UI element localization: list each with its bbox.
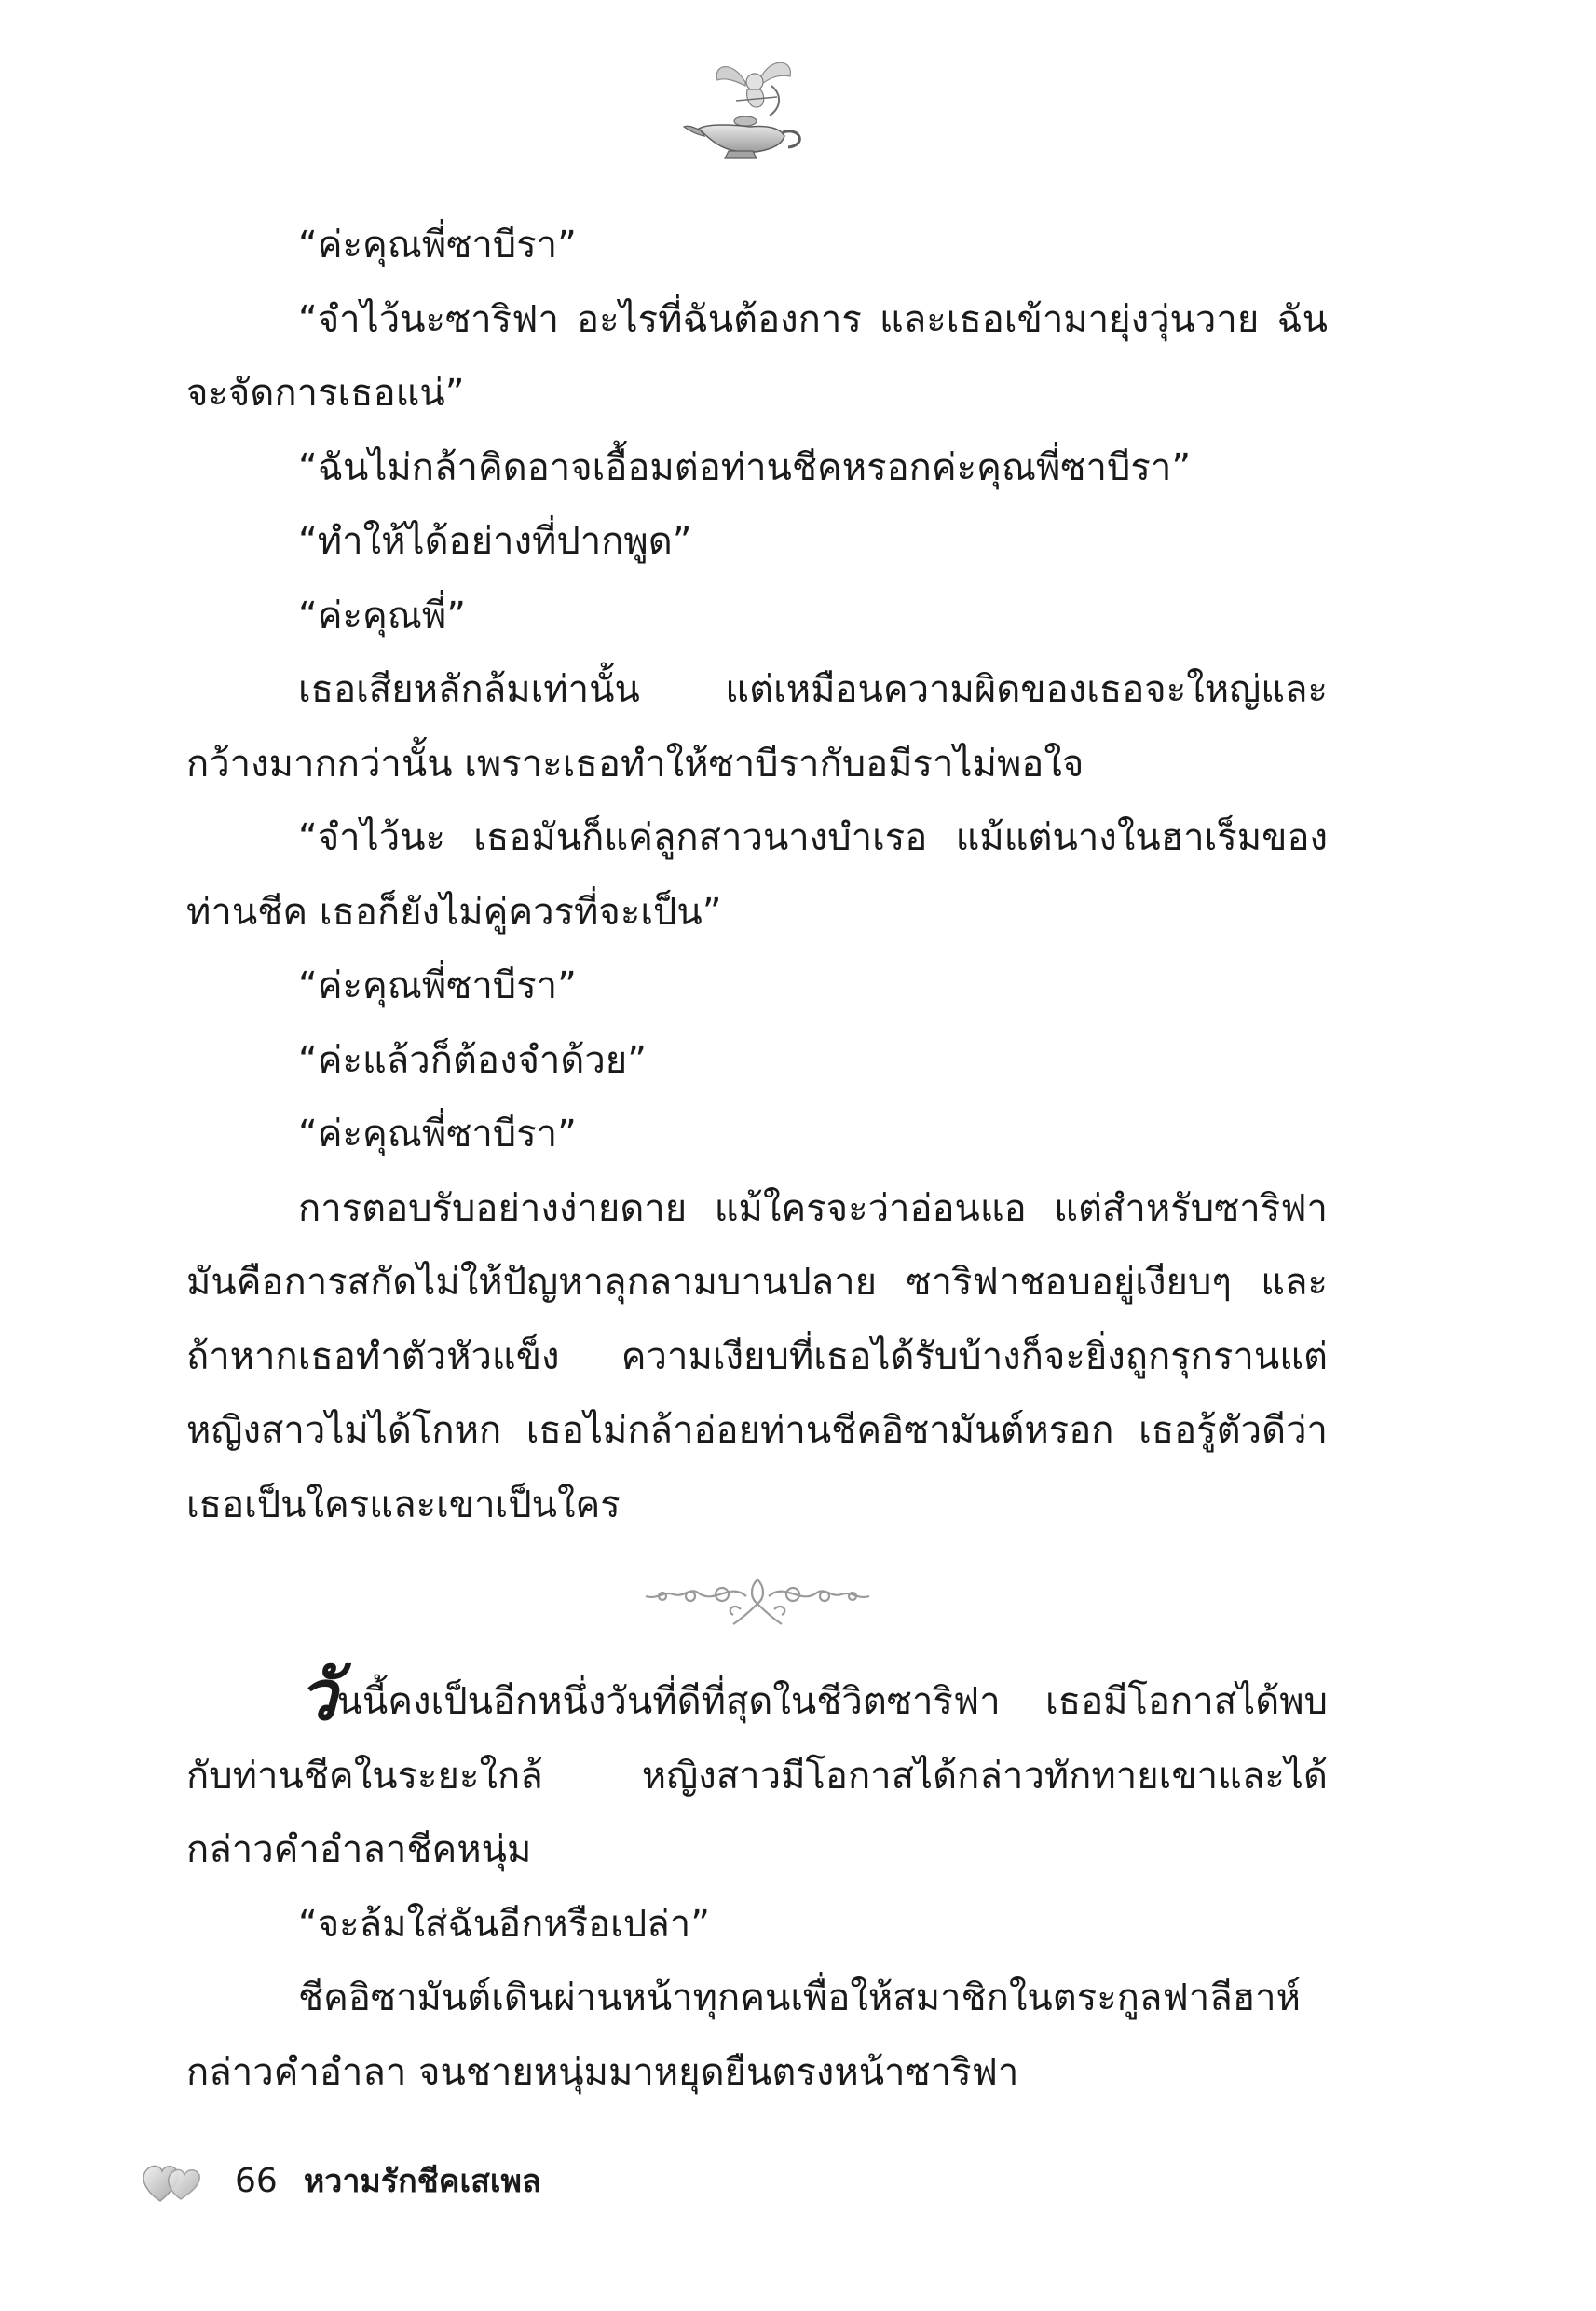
paragraph: “ค่ะคุณพี่” [298,594,466,637]
paragraph: “ฉันไม่กล้าคิดอาจเอื้อมต่อท่านชีคหรอกค่ะคุณพี่ซาบีรา” [298,445,1192,489]
hearts-icon [140,2154,203,2207]
paragraphs-bottom [186,1888,1328,2111]
dropcap-initial: วั [298,1656,337,1736]
paragraphs-top [186,209,1328,1542]
paragraph: “ทำให้ได้อย่างที่ปากพูด” [298,520,692,563]
paragraph: “ค่ะคุณพี่ซาบีรา” [298,224,577,267]
paragraph: เธอเสียหลักล้มเท่านั้น แต่เหมือนความผิดของเธอจะใหญ่และกว้างมากกว่านั้น เพราะเธอทำให้ซาบีรากับอมีราไม่พอใจ [186,668,1328,786]
paragraph: ชีคอิซามันต์เดินผ่านหน้าทุกคนเพื่อให้สมาชิกในตระกูลฟาลีฮาห์กล่าวคำอำลา จนชายหนุ่มมาหยุดยืนตรงหน้าซาริฟา [186,1976,1301,2094]
book-title: หวามรักชีคเสเพล [303,2163,541,2200]
dropcap-paragraph [186,1656,1328,1888]
paragraph: “ค่ะคุณพี่ซาบีรา” [298,1113,577,1156]
paragraph: “จำไว้นะซาริฟา อะไรที่ฉันต้องการ และเธอเข้ามายุ่งวุ่นวาย ฉันจะจัดการเธอแน่” [186,297,1328,415]
cupid-genie-lamp-icon [680,54,820,164]
page-body [186,209,1328,2110]
paragraph: “จำไว้นะ เธอมันก็แค่ลูกสาวนางบำเรอ แม้แต่นางในฮาเร็มของท่านชีค เธอก็ยังไม่คู่ควรที่จะเป็น” [186,816,1328,934]
paragraph: “จะล้มใส่ฉันอีกหรือเปล่า” [298,1902,710,1946]
paragraph: “ค่ะแล้วก็ต้องจำด้วย” [298,1038,647,1082]
paragraph: การตอบรับอย่างง่ายดาย แม้ใครจะว่าอ่อนแอ แต่สำหรับซาริฟามันคือการสกัดไม่ให้ปัญหาลุกลามบานปลาย ซาริฟาชอบอยู่เงียบๆ และถ้าหากเธอทำตัวหัวแข็ง ความเงียบที่เธอได้รับบ้างก็จะยิ่งถูกรุกรานแต่หญิงสาวไม่ได้โกหก เธอไม่กล้าอ่อยท่านชีคอิซามันต์หรอก เธอรู้ตัวดีว่าเธอเป็นใครและเขาเป็นใคร [186,1186,1328,1526]
ornamental-flourish-divider [636,1568,879,1634]
dropcap-paragraph-text: นนี้คงเป็นอีกหนึ่งวันที่ดีที่สุดในชีวิตซาริฟา เธอมีโอกาสได้พบกับท่านชีคในระยะใกล้ หญิงสาวมีโอกาสได้กล่าวทักทายเขาและได้กล่าวคำอำลาชีคหนุ่ม [186,1680,1328,1871]
paragraph: “ค่ะคุณพี่ซาบีรา” [298,964,577,1007]
page-footer [140,2148,541,2213]
page-number: 66 [235,2161,278,2200]
